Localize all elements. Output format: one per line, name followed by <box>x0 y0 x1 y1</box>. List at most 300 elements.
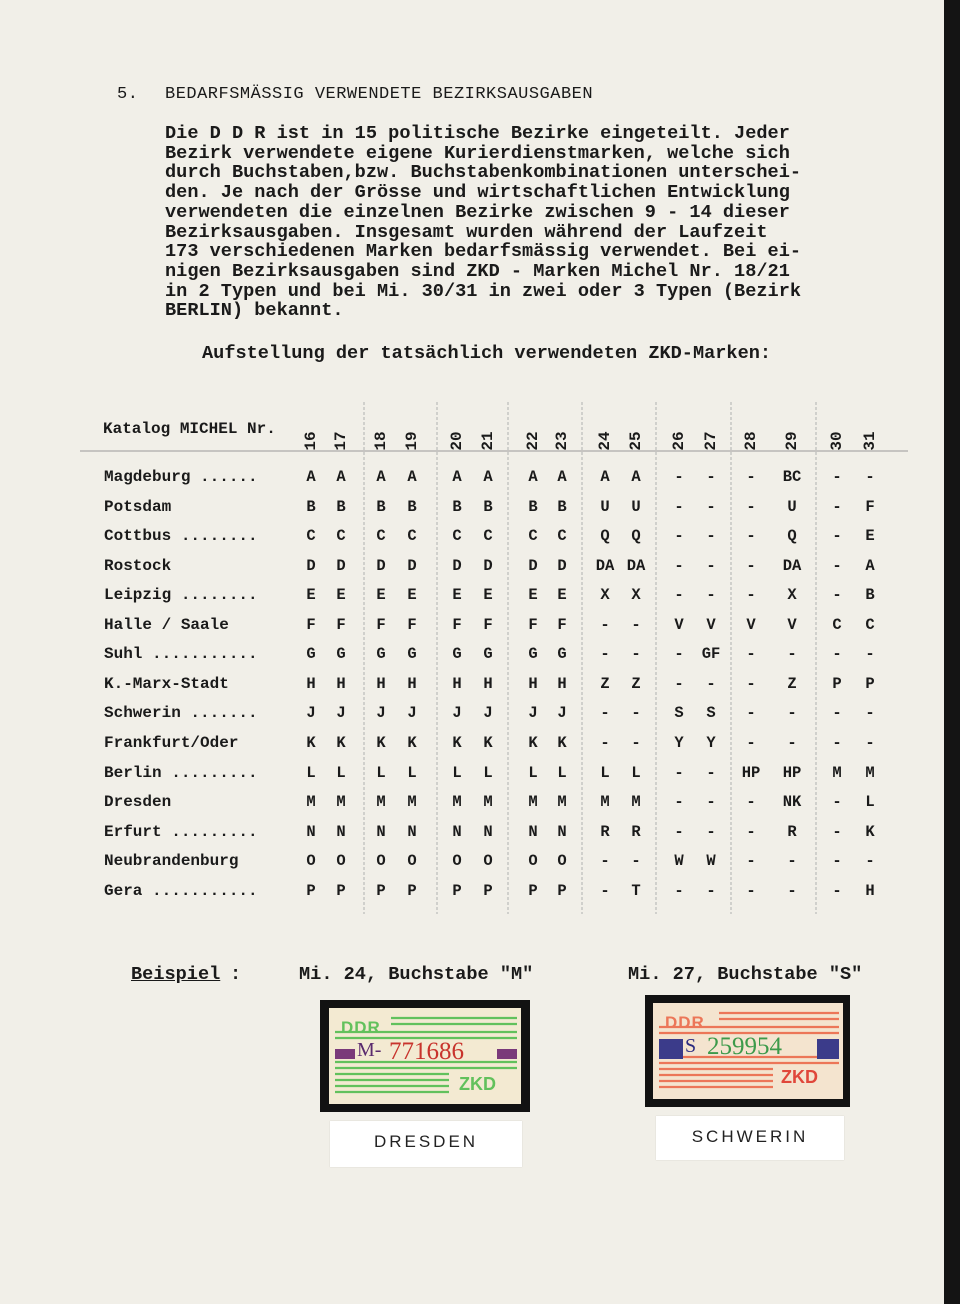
table-cell: - <box>674 527 684 546</box>
district-name: Neubrandenburg <box>104 852 239 871</box>
table-cell: F <box>865 497 875 516</box>
table-cell: B <box>306 497 316 516</box>
table-cell: T <box>631 881 641 900</box>
table-cell: K <box>306 733 316 752</box>
table-cell: K <box>336 733 346 752</box>
table-cell: M <box>407 793 417 812</box>
table-cell: C <box>336 527 346 546</box>
table-cell: A <box>865 556 875 575</box>
table-cell: H <box>376 674 386 693</box>
table-cell: P <box>557 881 567 900</box>
table-cell: Y <box>674 733 684 752</box>
table-cell: M <box>631 793 641 812</box>
example-label: Beispiel <box>131 964 221 985</box>
table-cell: E <box>306 586 316 605</box>
table-cell: W <box>706 852 716 871</box>
table-cell: J <box>336 704 346 723</box>
table-cell: - <box>865 645 875 664</box>
column-number: 30 <box>828 431 846 451</box>
table-cell: V <box>674 615 684 634</box>
table-cell: K <box>483 733 493 752</box>
table-cell: L <box>376 763 386 782</box>
table-cell: U <box>600 497 610 516</box>
stamp1-bar-left <box>335 1049 355 1059</box>
table-cell: D <box>452 556 462 575</box>
table-cell: A <box>306 468 316 486</box>
table-cell: J <box>407 704 417 723</box>
table-cell: L <box>631 763 641 782</box>
stamp2-caption: Mi. 27, Buchstabe "S" <box>628 964 863 985</box>
table-cell: X <box>787 586 797 605</box>
district-name: Erfurt ......... <box>104 822 258 841</box>
table-cell: P <box>483 881 493 900</box>
table-cell: HP <box>782 763 802 782</box>
district-name: Magdeburg ...... <box>104 468 258 486</box>
table-cell: G <box>407 645 417 664</box>
table-cell: - <box>787 852 797 871</box>
stamp2-zkd-text: ZKD <box>781 1067 818 1087</box>
table-cell: - <box>746 704 756 723</box>
table-cell: - <box>706 527 716 546</box>
table-cell: F <box>452 615 462 634</box>
stamp1-district-label: DRESDEN <box>330 1121 522 1167</box>
table-cell: X <box>600 586 610 605</box>
table-cell: - <box>832 556 842 575</box>
table-cell: - <box>706 822 716 841</box>
table-cell: - <box>674 793 684 812</box>
table-cell: - <box>832 527 842 546</box>
table-cell: B <box>557 497 567 516</box>
table-cell: DA <box>782 556 802 575</box>
table-cell: - <box>600 852 610 871</box>
table-cell: L <box>557 763 567 782</box>
table-cell: K <box>865 822 875 841</box>
table-cell: C <box>528 527 538 546</box>
paragraph-line: Bezirk verwendete eigene Kurierdienstmarken, welche sich <box>165 142 790 164</box>
table-cell: Z <box>787 674 797 693</box>
table-cell: G <box>483 645 493 664</box>
stamp2-ddr-text: DDR <box>665 1013 705 1032</box>
column-number: 21 <box>479 431 497 451</box>
table-cell: - <box>600 881 610 900</box>
table-cell: N <box>336 822 346 841</box>
table-header-label: Katalog MICHEL Nr. <box>103 420 276 438</box>
table-cell: N <box>452 822 462 841</box>
stamp2-letter: S <box>685 1035 697 1057</box>
stamp2-schwerin <box>653 1003 843 1099</box>
column-number: 31 <box>861 431 879 451</box>
table-cell: - <box>600 733 610 752</box>
paragraph-line: den. Je nach der Grösse und wirtschaftlichen Entwicklung <box>165 182 790 204</box>
table-cell: A <box>452 468 462 486</box>
table-cell: G <box>336 645 346 664</box>
table-title: Aufstellung der tatsächlich verwendeten ZKD-Marken: <box>202 343 772 364</box>
stamp2-bar-left <box>659 1039 683 1059</box>
stamp1-serial: 771686 <box>389 1038 464 1065</box>
column-number: 22 <box>524 431 542 451</box>
table-cell: P <box>336 881 346 900</box>
column-number: 18 <box>372 431 390 451</box>
column-number: 27 <box>702 431 720 451</box>
column-number: 20 <box>448 431 466 451</box>
table-cell: NK <box>782 793 802 812</box>
table-cell: B <box>483 497 493 516</box>
table-cell: L <box>600 763 610 782</box>
table-cell: K <box>557 733 567 752</box>
table-cell: M <box>865 763 875 782</box>
table-cell: N <box>306 822 316 841</box>
table-cell: - <box>674 645 684 664</box>
table-cell: - <box>865 852 875 871</box>
paragraph-line: 173 verschiedenen Marken bedarfsmässig verwendet. Bei ei- <box>165 241 802 263</box>
table-cell: F <box>407 615 417 634</box>
table-cell: - <box>674 881 684 900</box>
district-name: Cottbus ........ <box>104 527 258 546</box>
table-cell: - <box>706 763 716 782</box>
table-cell: V <box>706 615 716 634</box>
table-cell: S <box>706 704 716 723</box>
table-cell: H <box>865 881 875 900</box>
table-cell: M <box>832 763 842 782</box>
table-cell: G <box>528 645 538 664</box>
table-cell: A <box>600 468 610 486</box>
table-cell: E <box>407 586 417 605</box>
table-cell: - <box>631 615 641 634</box>
stamp1-zkd-text: ZKD <box>459 1074 496 1094</box>
table-cell: - <box>631 852 641 871</box>
table-cell: - <box>832 881 842 900</box>
column-number: 16 <box>302 431 320 451</box>
table-cell: B <box>452 497 462 516</box>
table-cell: X <box>631 586 641 605</box>
stamp1-ddr-text: DDR <box>341 1018 381 1037</box>
column-number: 19 <box>403 431 421 451</box>
table-cell: D <box>557 556 567 575</box>
section-title: BEDARFSMÄSSIG VERWENDETE BEZIRKSAUSGABEN <box>165 85 594 104</box>
table-cell: - <box>832 704 842 723</box>
table-cell: D <box>528 556 538 575</box>
table-cell: A <box>376 468 386 486</box>
table-cell: D <box>376 556 386 575</box>
table-cell: - <box>706 586 716 605</box>
column-number: 17 <box>332 431 350 451</box>
table-cell: - <box>706 881 716 900</box>
table-cell: - <box>674 822 684 841</box>
table-cell: - <box>746 852 756 871</box>
table-cell: J <box>483 704 493 723</box>
table-cell: L <box>483 763 493 782</box>
table-cell: D <box>407 556 417 575</box>
table-cell: M <box>528 793 538 812</box>
table-cell: N <box>376 822 386 841</box>
column-number: 24 <box>596 431 614 451</box>
table-cell: - <box>600 645 610 664</box>
table-cell: M <box>336 793 346 812</box>
table-cell: DA <box>626 556 646 575</box>
table-cell: O <box>336 852 346 871</box>
table-cell: L <box>528 763 538 782</box>
table-cell: - <box>746 556 756 575</box>
table-cell: - <box>865 704 875 723</box>
table-cell: R <box>631 822 641 841</box>
table-cell: Y <box>706 733 716 752</box>
paragraph-line: verwendeten die einzelnen Bezirke zwischen 9 - 14 dieser <box>165 201 790 223</box>
table-cell: C <box>306 527 316 546</box>
table-cell: - <box>832 468 842 486</box>
table-cell: B <box>528 497 538 516</box>
table-cell: F <box>483 615 493 634</box>
district-name: Suhl ........... <box>104 645 258 664</box>
paragraph-line: Die D D R ist in 15 politische Bezirke eingeteilt. Jeder <box>165 123 790 144</box>
table-cell: HP <box>741 763 761 782</box>
table-cell: A <box>528 468 538 486</box>
table-cell: P <box>832 674 842 693</box>
table-cell: - <box>746 468 756 486</box>
table-cell: DA <box>595 556 615 575</box>
table-cell: K <box>376 733 386 752</box>
table-cell: W <box>674 852 684 871</box>
table-cell: - <box>674 674 684 693</box>
stamp1-dresden <box>329 1008 521 1104</box>
paragraph-line: BERLIN) bekannt. <box>165 300 344 322</box>
table-cell: G <box>376 645 386 664</box>
table-cell: N <box>483 822 493 841</box>
table-cell: O <box>452 852 462 871</box>
table-cell: - <box>631 733 641 752</box>
paragraph-line: nigen Bezirksausgaben sind ZKD - Marken Michel Nr. 18/21 <box>165 260 790 282</box>
table-cell: - <box>674 497 684 516</box>
table-cell: - <box>832 645 842 664</box>
table-cell: - <box>674 763 684 782</box>
district-name: Schwerin ....... <box>104 704 258 723</box>
table-cell: - <box>674 586 684 605</box>
stamp2-bar-right <box>817 1039 839 1059</box>
table-cell: C <box>376 527 386 546</box>
table-cell: K <box>452 733 462 752</box>
table-cell: N <box>557 822 567 841</box>
table-cell: H <box>483 674 493 693</box>
table-cell: M <box>557 793 567 812</box>
table-cell: H <box>528 674 538 693</box>
table-cell: U <box>631 497 641 516</box>
table-cell: A <box>483 468 493 486</box>
table-cell: - <box>631 704 641 723</box>
table-cell: F <box>557 615 567 634</box>
table-cell: E <box>376 586 386 605</box>
table-cell: E <box>865 527 875 546</box>
table-cell: D <box>306 556 316 575</box>
table-cell: H <box>407 674 417 693</box>
table-cell: M <box>600 793 610 812</box>
table-cell: J <box>376 704 386 723</box>
table-cell: O <box>376 852 386 871</box>
table-cell: N <box>407 822 417 841</box>
table-cell: - <box>865 468 875 486</box>
table-cell: - <box>746 527 756 546</box>
table-cell: - <box>706 674 716 693</box>
table-cell: Z <box>600 674 610 693</box>
table-cell: M <box>306 793 316 812</box>
district-name: Potsdam <box>104 497 172 516</box>
table-cell: E <box>557 586 567 605</box>
table-cell: BC <box>782 468 802 486</box>
district-name: Gera ........... <box>104 881 258 900</box>
column-number: 29 <box>783 431 801 451</box>
table-cell: A <box>557 468 567 486</box>
table-cell: L <box>452 763 462 782</box>
table-cell: P <box>865 674 875 693</box>
table-cell: - <box>746 881 756 900</box>
table-cell: O <box>483 852 493 871</box>
table-cell: Q <box>787 527 797 546</box>
table-cell: - <box>746 645 756 664</box>
district-name: K.-Marx-Stadt <box>104 674 229 693</box>
table-cell: F <box>376 615 386 634</box>
table-cell: - <box>706 556 716 575</box>
table-cell: F <box>528 615 538 634</box>
table-cell: - <box>787 704 797 723</box>
table-cell: - <box>832 497 842 516</box>
table-cell: E <box>528 586 538 605</box>
table-cell: O <box>528 852 538 871</box>
table-cell: V <box>787 615 797 634</box>
table-cell: D <box>483 556 493 575</box>
table-cell: R <box>787 822 797 841</box>
table-cell: Z <box>631 674 641 693</box>
table-cell: - <box>832 822 842 841</box>
stamp1-caption: Mi. 24, Buchstabe "M" <box>299 964 534 985</box>
table-cell: C <box>557 527 567 546</box>
table-cell: - <box>674 468 684 486</box>
table-cell: R <box>600 822 610 841</box>
district-name: Rostock <box>104 556 172 575</box>
table-cell: Q <box>631 527 641 546</box>
stamp2-serial: 259954 <box>707 1033 782 1060</box>
table-cell: Q <box>600 527 610 546</box>
table-cell: - <box>832 733 842 752</box>
table-cell: B <box>376 497 386 516</box>
table-cell: - <box>746 497 756 516</box>
column-number: 25 <box>627 431 645 451</box>
table-cell: B <box>336 497 346 516</box>
table-cell: M <box>452 793 462 812</box>
table-cell: A <box>407 468 417 486</box>
district-name: Halle / Saale <box>104 615 229 634</box>
table-cell: P <box>528 881 538 900</box>
table-cell: C <box>407 527 417 546</box>
stamp1-bar-right <box>497 1049 517 1059</box>
district-name: Leipzig ........ <box>104 586 258 605</box>
table-cell: - <box>832 793 842 812</box>
table-cell: - <box>746 674 756 693</box>
stamp2-district-label: SCHWERIN <box>656 1116 844 1160</box>
table-cell: N <box>528 822 538 841</box>
table-cell: - <box>832 852 842 871</box>
table-cell: P <box>376 881 386 900</box>
table-cell: - <box>787 645 797 664</box>
table-cell: D <box>336 556 346 575</box>
table-cell: - <box>787 881 797 900</box>
table-cell: E <box>483 586 493 605</box>
table-cell: J <box>452 704 462 723</box>
paragraph-line: durch Buchstaben,bzw. Buchstabenkombinationen unterschei- <box>165 162 802 184</box>
column-number: 28 <box>742 431 760 451</box>
district-name: Berlin ......... <box>104 763 258 782</box>
table-cell: L <box>306 763 316 782</box>
table-cell: - <box>706 497 716 516</box>
table-cell: F <box>306 615 316 634</box>
table-cell: O <box>306 852 316 871</box>
section-number: 5. <box>117 85 139 104</box>
table-cell: GF <box>701 645 721 664</box>
table-cell: B <box>865 586 875 605</box>
table-cell: M <box>376 793 386 812</box>
district-name: Dresden <box>104 793 172 812</box>
district-name: Frankfurt/Oder <box>104 733 239 752</box>
table-cell: U <box>787 497 797 516</box>
table-cell: V <box>746 615 756 634</box>
table-cell: H <box>557 674 567 693</box>
table-cell: B <box>407 497 417 516</box>
table-cell: H <box>452 674 462 693</box>
table-cell: K <box>528 733 538 752</box>
paragraph-line: in 2 Typen und bei Mi. 30/31 in zwei oder 3 Typen (Bezirk <box>165 280 802 302</box>
table-cell: J <box>306 704 316 723</box>
table-cell: P <box>452 881 462 900</box>
table-cell: F <box>336 615 346 634</box>
column-number: 26 <box>670 431 688 451</box>
table-cell: G <box>557 645 567 664</box>
table-cell: G <box>306 645 316 664</box>
stamp1-letter: M- <box>357 1039 382 1061</box>
column-number: 23 <box>553 431 571 451</box>
table-cell: C <box>832 615 842 634</box>
table-cell: H <box>336 674 346 693</box>
table-cell: E <box>336 586 346 605</box>
table-cell: - <box>832 586 842 605</box>
table-cell: M <box>483 793 493 812</box>
table-cell: C <box>483 527 493 546</box>
table-cell: C <box>452 527 462 546</box>
table-cell: - <box>746 733 756 752</box>
table-cell: J <box>528 704 538 723</box>
table-cell: S <box>674 704 684 723</box>
table-cell: - <box>865 733 875 752</box>
table-cell: K <box>407 733 417 752</box>
page-edge <box>944 0 960 1304</box>
table-cell: - <box>706 793 716 812</box>
table-cell: A <box>336 468 346 486</box>
example-colon: : <box>230 964 242 985</box>
table-cell: O <box>407 852 417 871</box>
table-cell: - <box>600 704 610 723</box>
table-cell: - <box>631 645 641 664</box>
table-cell: H <box>306 674 316 693</box>
table-cell: - <box>674 556 684 575</box>
table-cell: P <box>407 881 417 900</box>
table-cell: - <box>746 793 756 812</box>
table-cell: O <box>557 852 567 871</box>
paragraph-line: Bezirksausgaben. Insgesamt wurden während der Laufzeit <box>165 221 768 243</box>
table-cell: L <box>336 763 346 782</box>
table-cell: J <box>557 704 567 723</box>
table-cell: C <box>865 615 875 634</box>
table-cell: E <box>452 586 462 605</box>
table-cell: - <box>746 586 756 605</box>
table-cell: - <box>600 615 610 634</box>
table-cell: P <box>306 881 316 900</box>
table-cell: - <box>706 468 716 486</box>
